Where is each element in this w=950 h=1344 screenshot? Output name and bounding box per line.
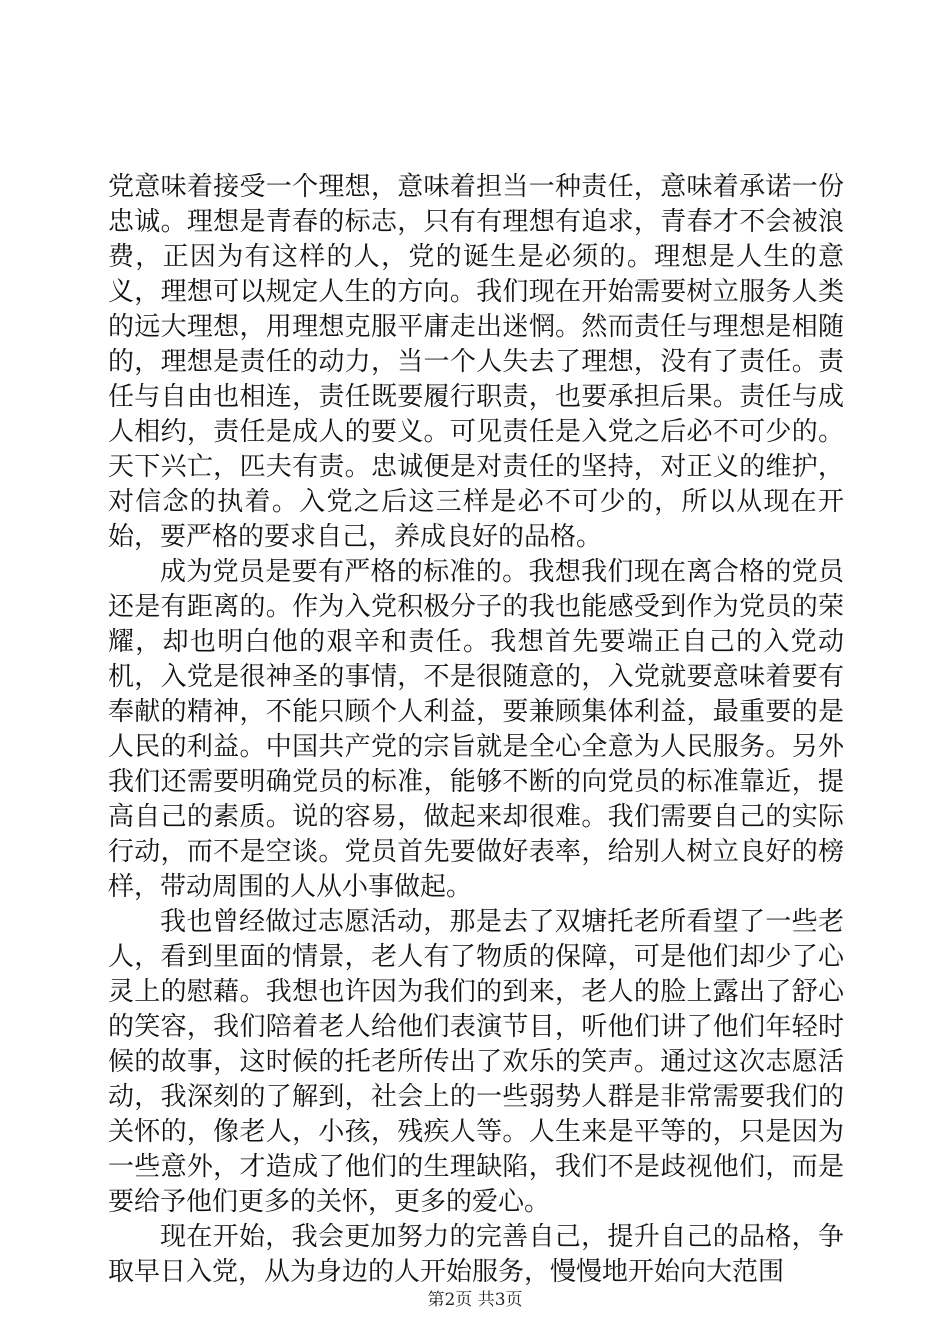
page-number-footer: 第2页 共3页 — [427, 1290, 523, 1310]
paragraph-3: 我也曾经做过志愿活动，那是去了双塘托老所看望了一些老人，看到里面的情景，老人有了物质的保障，可是他们却少了心灵上的慰藉。我想也许因为我们的到来，老人的脸上露出了舒心的笑容，我们陪着老人给他们表演节目，听他们讲了他们年轻时候的故事，这时候的托老所传出了欢乐的笑声。通过这次志愿活动，我深刻的了解到，社会上的一些弱势人群是非常需要我们的关怀的，像老人，小孩，残疾人等。人生来是平等的，只是因为一些意外，才造成了他们的生理缺陷，我们不是歧视他们，而是要给予他们更多的关怀，更多的爱心。 — [108, 907, 844, 1217]
document-body — [108, 170, 844, 1290]
paragraph-1: 党意味着接受一个理想，意味着担当一种责任，意味着承诺一份忠诚。理想是青春的标志，只有有理想有追求，青春才不会被浪费，正因为有这样的人，党的诞生是必须的。理想是人生的意义，理想可以规定人生的方向。我们现在开始需要树立服务人类的远大理想，用理想克服平庸走出迷惘。然而责任与理想是相随的，理想是责任的动力，当一个人失去了理想，没有了责任。责任与自由也相连，责任既要履行职责，也要承担后果。责任与成人相约，责任是成人的要义。可见责任是入党之后必不可少的。天下兴亡，匹夫有责。忠诚便是对责任的坚持，对正义的维护，对信念的执着。入党之后这三样是必不可少的，所以从现在开始，要严格的要求自己，养成良好的品格。 — [108, 172, 844, 552]
paragraph-2: 成为党员是要有严格的标准的。我想我们现在离合格的党员还是有距离的。作为入党积极分子的我也能感受到作为党员的荣耀，却也明白他的艰辛和责任。我想首先要端正自己的入党动机，入党是很神圣的事情，不是很随意的，入党就要意味着要有奉献的精神，不能只顾个人利益，要兼顾集体利益，最重要的是人民的利益。中国共产党的宗旨就是全心全意为人民服务。另外我们还需要明确党员的标准，能够不断的向党员的标准靠近，提高自己的素质。说的容易，做起来却很难。我们需要自己的实际行动，而不是空谈。党员首先要做好表率，给别人树立良好的榜样，带动周围的人从小事做起。 — [108, 557, 844, 902]
paragraph-4: 现在开始，我会更加努力的完善自己，提升自己的品格，争取早日入党，从为身边的人开始服务，慢慢地开始向大范围 — [108, 1222, 844, 1287]
